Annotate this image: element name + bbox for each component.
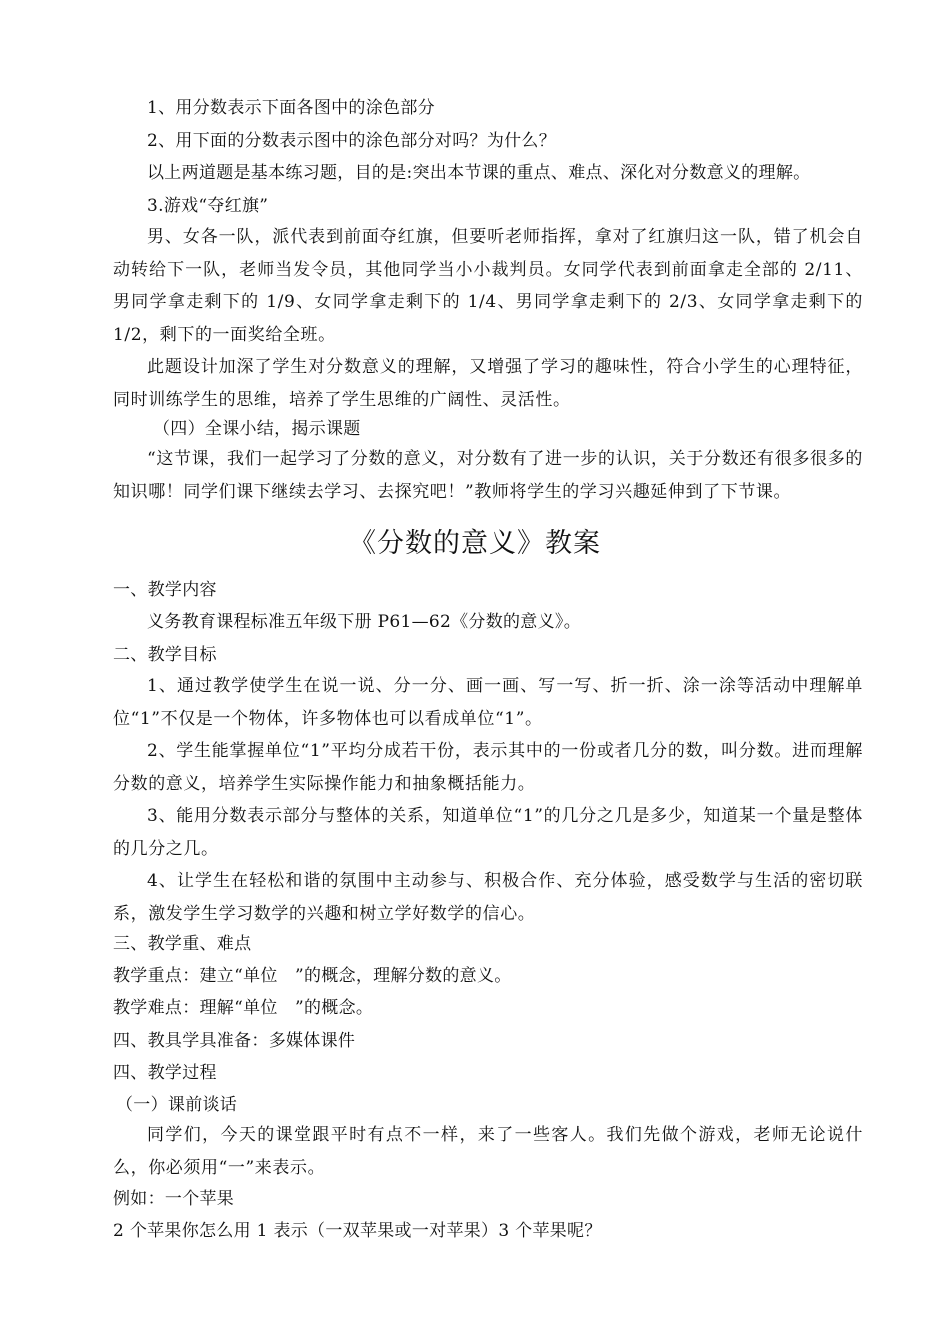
intro-heading: （一）课前谈话	[116, 1095, 238, 1115]
section-heading-key-points: 三、教学重、难点	[113, 934, 252, 954]
materials: 四、教具学具准备：多媒体课件	[113, 1031, 356, 1051]
exercise-item-1: 1、用分数表示下面各图中的涂色部分	[147, 98, 435, 118]
section-heading-goals: 二、教学目标	[113, 645, 217, 665]
goal-3: 3、能用分数表示部分与整体的关系，知道单位“1”的几分之几是多少，知道某一个量是整体的几分之几。	[113, 806, 863, 859]
intro-text: 同学们，今天的课堂跟平时有点不一样，来了一些客人。我们先做个游戏，老师无论说什么，你必须用“一”来表示。	[113, 1125, 863, 1178]
game-design-note: 此题设计加深了学生对分数意义的理解，又增强了学习的趣味性，符合小学生的心理特征，同时训练学生的思维，培养了学生思维的广阔性、灵活性。	[113, 357, 863, 410]
key-point: 教学重点：建立“单位 ”的概念，理解分数的意义。	[113, 966, 512, 986]
example-line: 例如：一个苹果	[113, 1189, 235, 1209]
exercise-purpose: 以上两道题是基本练习题，目的是:突出本节课的重点、难点、深化对分数意义的理解。	[147, 163, 811, 183]
game-description: 男、女各一队，派代表到前面夺红旗，但要听老师指挥，拿对了红旗归这一队，错了机会自动转给下一队，老师当发令员，其他同学当小小裁判员。女同学代表到前面拿走全部的 2/11、男同学拿走剩下的 1/9、女同学拿走剩下的 1/4、男同学拿走剩下的 2/3、女同学拿走剩下的 1/2，剩下的一面奖给全班。	[113, 227, 863, 345]
section-heading-content: 一、教学内容	[113, 580, 217, 600]
summary-text: “这节课，我们一起学习了分数的意义，对分数有了进一步的认识，关于分数还有很多很多的知识哪！同学们课下继续去学习、去探究吧！”教师将学生的学习兴趣延伸到了下节课。	[113, 449, 863, 502]
goal-1: 1、通过教学使学生在说一说、分一分、画一画、写一写、折一折、涂一涂等活动中理解单位“1”不仅是一个物体，许多物体也可以看成单位“1”。	[113, 676, 863, 729]
question-line: 2 个苹果你怎么用 1 表示（一双苹果或一对苹果）3 个苹果呢？	[113, 1221, 602, 1241]
summary-heading: （四）全课小结，揭示课题	[153, 419, 361, 439]
exercise-item-2: 2、用下面的分数表示图中的涂色部分对吗？为什么？	[147, 131, 557, 151]
content-text: 义务教育课程标准五年级下册 P61—62《分数的意义》。	[147, 612, 582, 632]
section-heading-process: 四、教学过程	[113, 1063, 217, 1083]
difficult-point: 教学难点：理解“单位 ”的概念。	[113, 998, 374, 1018]
game-title: 3.游戏“夺红旗”	[147, 196, 269, 216]
goal-4: 4、让学生在轻松和谐的氛围中主动参与、积极合作、充分体验，感受数学与生活的密切联系，激发学生学习数学的兴趣和树立学好数学的信心。	[113, 871, 863, 924]
goal-2: 2、学生能掌握单位“1”平均分成若干份，表示其中的一份或者几分的数，叫分数。进而理解分数的意义，培养学生实际操作能力和抽象概括能力。	[113, 741, 863, 794]
lesson-plan-title: 《分数的意义》教案	[349, 528, 601, 559]
